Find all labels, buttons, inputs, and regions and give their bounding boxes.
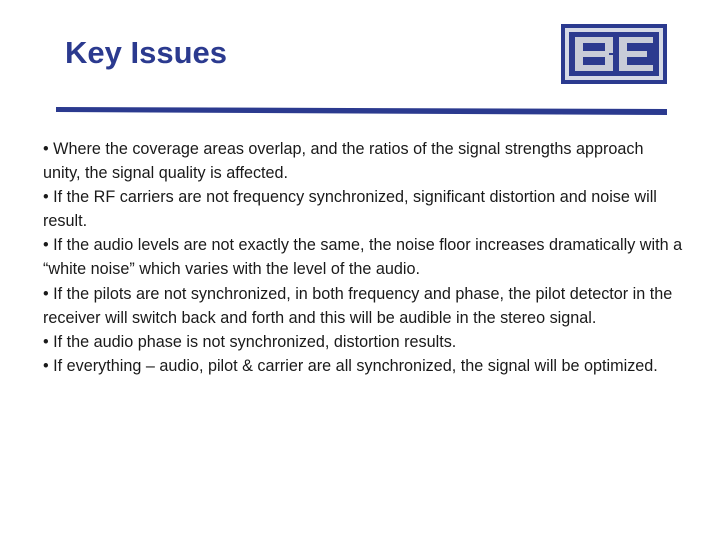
bullet-item: • If the audio phase is not synchronized, distortion results. (43, 332, 457, 351)
slide-title: Key Issues (65, 35, 227, 70)
bullet-item: • If everything – audio, pilot & carrier are all synchronized, the signal will be optimized. (43, 356, 658, 375)
be-logo (561, 24, 667, 84)
bullet-list (43, 137, 683, 378)
bullet-item: • If the RF carriers are not frequency synchronized, significant distortion and noise will result. (43, 188, 657, 231)
bullet-item: • If the pilots are not synchronized, in both frequency and phase, the pilot detector in the receiver will switch back and forth and this will be audible in the stereo signal. (43, 284, 673, 327)
bullet-item: • If the audio levels are not exactly the same, the noise floor increases dramatically with a “white noise” which varies with the level of the audio. (43, 236, 683, 279)
bullet-item: • Where the coverage areas overlap, and the ratios of the signal strengths approach unity, the signal quality is affected. (43, 140, 644, 183)
title-divider (56, 104, 667, 118)
